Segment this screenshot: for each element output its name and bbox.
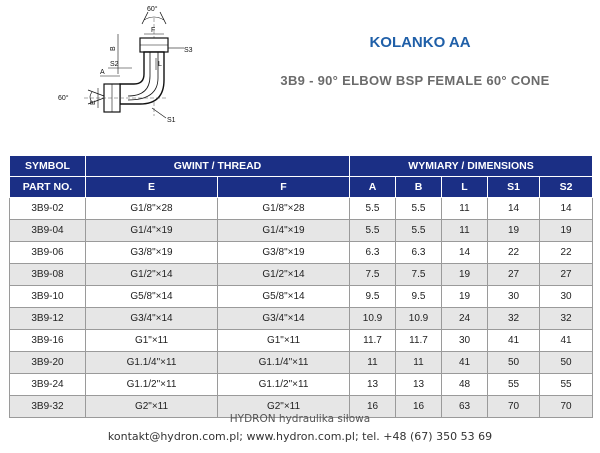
table-cell: 22: [488, 242, 540, 264]
table-cell: 11: [350, 352, 396, 374]
table-cell: G1/8"×28: [218, 198, 350, 220]
column-header: E: [86, 177, 218, 198]
table-row: [10, 264, 593, 286]
table-cell: 5.5: [350, 198, 396, 220]
column-header: PART NO.: [10, 177, 86, 198]
table-cell: G1.1/4"×11: [86, 352, 218, 374]
table-group-header-row: [10, 156, 593, 177]
table-cell: 3B9-16: [10, 330, 86, 352]
table-cell: 3B9-06: [10, 242, 86, 264]
table-cell: 10.9: [350, 308, 396, 330]
table-row: [10, 374, 593, 396]
table-cell: 32: [488, 308, 540, 330]
table-cell: 48: [442, 374, 488, 396]
table-cell: 9.5: [396, 286, 442, 308]
header-symbol: SYMBOL: [10, 156, 86, 177]
table-cell: 7.5: [350, 264, 396, 286]
table-cell: 14: [442, 242, 488, 264]
table-cell: 55: [488, 374, 540, 396]
svg-text:60°: 60°: [147, 6, 158, 13]
table-cell: 50: [540, 352, 593, 374]
column-header: B: [396, 177, 442, 198]
page-subtitle: 3B9 - 90° ELBOW BSP FEMALE 60° CONE: [280, 73, 550, 88]
table-cell: 5.5: [350, 220, 396, 242]
table-cell: G1/2"×14: [86, 264, 218, 286]
table-cell: 3B9-10: [10, 286, 86, 308]
table-cell: G2"×11: [218, 396, 350, 418]
table-cell: 19: [442, 264, 488, 286]
table-cell: 10.9: [396, 308, 442, 330]
table-row: [10, 352, 593, 374]
table-cell: 19: [488, 220, 540, 242]
table-column-header-row: [10, 177, 593, 198]
table-cell: 13: [350, 374, 396, 396]
table-cell: 11: [442, 198, 488, 220]
table-cell: 3B9-04: [10, 220, 86, 242]
table-cell: G1"×11: [86, 330, 218, 352]
table-cell: G3/8"×19: [86, 242, 218, 264]
column-header: S2: [540, 177, 593, 198]
svg-text:F: F: [151, 27, 156, 34]
table-cell: 70: [488, 396, 540, 418]
header-dimensions: WYMIARY / DIMENSIONS: [350, 156, 593, 177]
table-cell: G5/8"×14: [86, 286, 218, 308]
table-cell: 24: [442, 308, 488, 330]
elbow-fitting-drawing: [48, 4, 198, 126]
table-cell: G1.1/2"×11: [218, 374, 350, 396]
svg-text:B: B: [110, 46, 117, 51]
table-cell: 3B9-02: [10, 198, 86, 220]
svg-text:S2: S2: [110, 61, 119, 68]
elbow-fitting-icon: [48, 4, 198, 126]
table-cell: G1/4"×19: [86, 220, 218, 242]
table-cell: 63: [442, 396, 488, 418]
table-cell: 3B9-32: [10, 396, 86, 418]
svg-text:E: E: [90, 100, 97, 105]
table-cell: 11.7: [396, 330, 442, 352]
table-cell: 9.5: [350, 286, 396, 308]
table-cell: 41: [488, 330, 540, 352]
table-cell: 16: [350, 396, 396, 418]
table-cell: 3B9-20: [10, 352, 86, 374]
column-header: A: [350, 177, 396, 198]
table-body: [10, 198, 593, 418]
table-row: [10, 286, 593, 308]
table-row: [10, 198, 593, 220]
footer-contact: kontakt@hydron.com.pl; www.hydron.com.pl; tel. +48 (67) 350 53 69: [107, 430, 493, 443]
svg-text:S3: S3: [184, 47, 193, 54]
table-cell: G1/4"×19: [218, 220, 350, 242]
table-cell: 22: [540, 242, 593, 264]
table-cell: 3B9-24: [10, 374, 86, 396]
specification-table: [9, 155, 593, 418]
table-row: [10, 242, 593, 264]
table-cell: G3/4"×14: [86, 308, 218, 330]
table-cell: G1.1/2"×11: [86, 374, 218, 396]
svg-text:L: L: [158, 61, 162, 68]
table-cell: 7.5: [396, 264, 442, 286]
table-cell: 5.5: [396, 198, 442, 220]
header-thread: GWINT / THREAD: [86, 156, 350, 177]
table-cell: G1.1/4"×11: [218, 352, 350, 374]
table-row: [10, 308, 593, 330]
table-cell: G2"×11: [86, 396, 218, 418]
svg-text:60°: 60°: [58, 95, 69, 102]
table-cell: 11: [442, 220, 488, 242]
table-cell: 41: [540, 330, 593, 352]
table-row: [10, 330, 593, 352]
table-cell: 19: [540, 220, 593, 242]
footer-company: HYDRON hydraulika siłowa: [229, 413, 371, 425]
table-cell: G1"×11: [218, 330, 350, 352]
table-cell: 14: [488, 198, 540, 220]
table-cell: 30: [442, 330, 488, 352]
table-cell: 70: [540, 396, 593, 418]
table-cell: G5/8"×14: [218, 286, 350, 308]
table-cell: 3B9-08: [10, 264, 86, 286]
column-header: F: [218, 177, 350, 198]
table-cell: 41: [442, 352, 488, 374]
table-cell: 11.7: [350, 330, 396, 352]
table-cell: 16: [396, 396, 442, 418]
table-cell: 19: [442, 286, 488, 308]
table-cell: 13: [396, 374, 442, 396]
table-cell: 6.3: [396, 242, 442, 264]
table-cell: G1/2"×14: [218, 264, 350, 286]
table-cell: 27: [488, 264, 540, 286]
table-cell: 6.3: [350, 242, 396, 264]
table-cell: 50: [488, 352, 540, 374]
table-cell: 3B9-12: [10, 308, 86, 330]
table-cell: 30: [488, 286, 540, 308]
table-cell: 30: [540, 286, 593, 308]
table-cell: G3/4"×14: [218, 308, 350, 330]
table-cell: G3/8"×19: [218, 242, 350, 264]
svg-text:S1: S1: [167, 117, 176, 124]
column-header: S1: [488, 177, 540, 198]
table-cell: 11: [396, 352, 442, 374]
table-cell: 27: [540, 264, 593, 286]
table-cell: 55: [540, 374, 593, 396]
column-header: L: [442, 177, 488, 198]
table-cell: 32: [540, 308, 593, 330]
table-cell: 14: [540, 198, 593, 220]
page-title: KOLANKO AA: [369, 34, 471, 51]
table-cell: 5.5: [396, 220, 442, 242]
svg-text:A: A: [100, 69, 105, 76]
table-row: [10, 220, 593, 242]
table-cell: G1/8"×28: [86, 198, 218, 220]
